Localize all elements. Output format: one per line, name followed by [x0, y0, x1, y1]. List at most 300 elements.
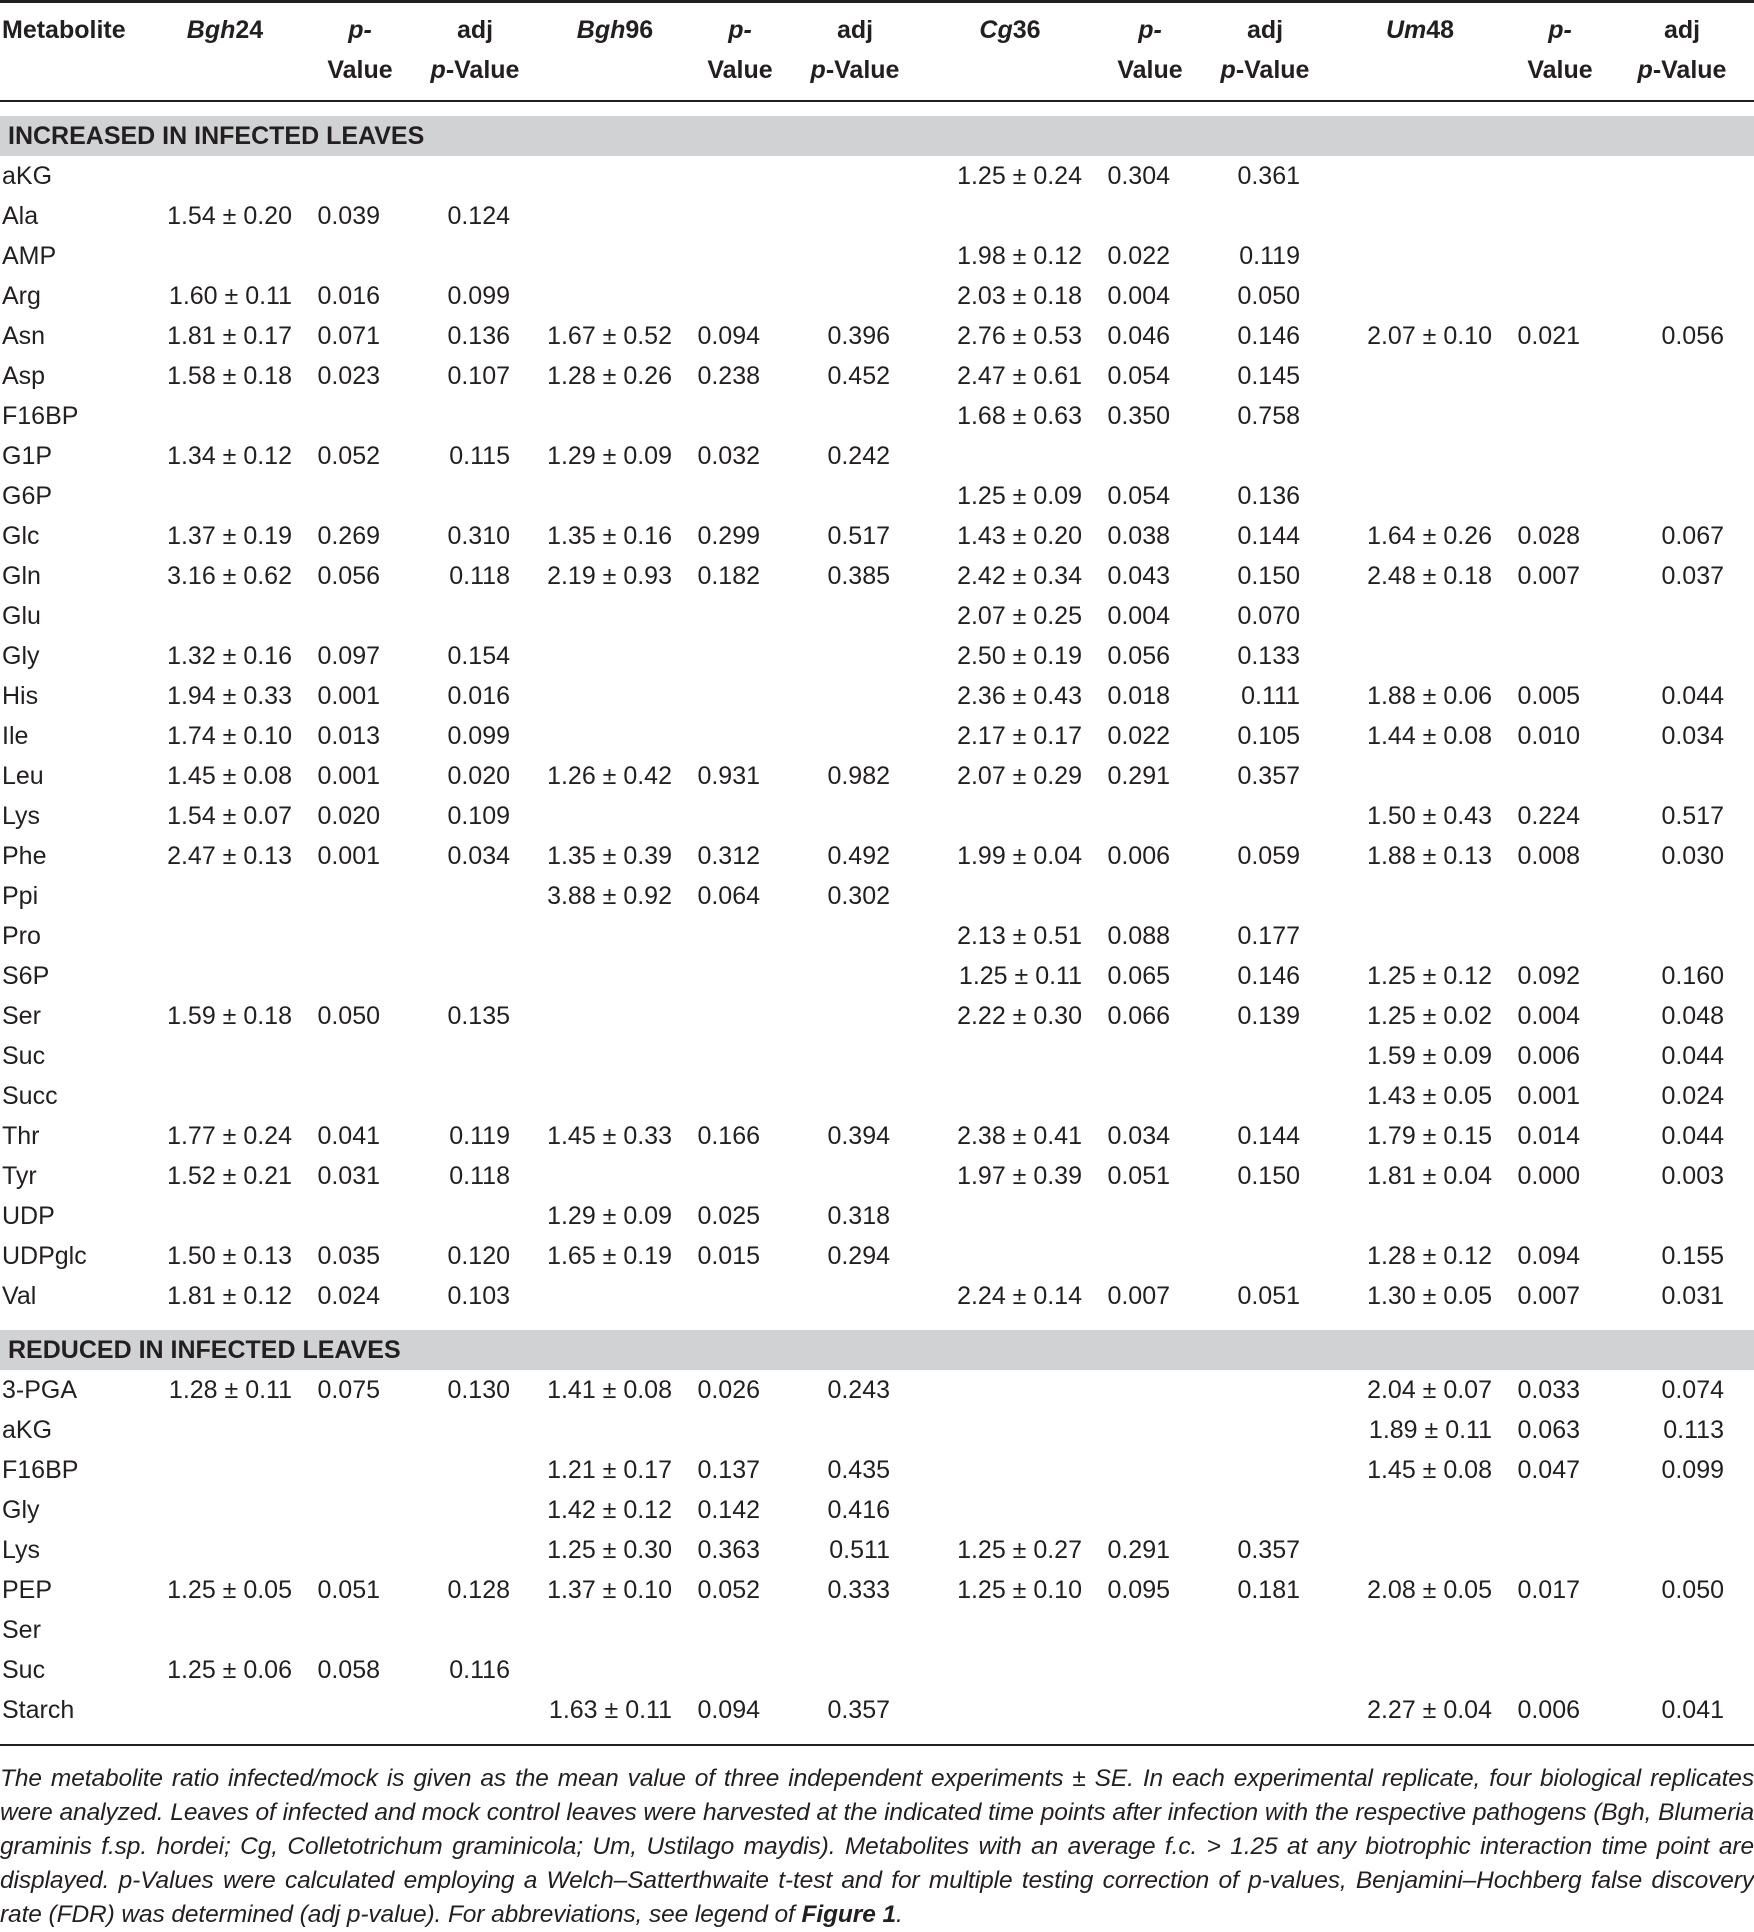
table-row	[0, 556, 1754, 596]
value-cell: 2.07 ± 0.25	[957, 602, 1082, 630]
value-cell	[1610, 196, 1754, 236]
value-cell	[1610, 1610, 1754, 1650]
value-cell	[1610, 636, 1754, 676]
header-line-1	[540, 10, 690, 50]
value-cell: 0.075	[317, 1376, 380, 1404]
header-line-1	[1330, 10, 1510, 50]
value-cell: 1.37 ± 0.19	[167, 522, 292, 550]
value-cell: 0.144	[1237, 1122, 1300, 1150]
value-cell	[690, 396, 790, 436]
value-cell: 1.54 ± 0.07	[167, 802, 292, 830]
metabolite-name-cell: Ser	[2, 1616, 41, 1644]
table-row	[0, 796, 1754, 836]
value-cell: 0.435	[827, 1456, 890, 1484]
table-bottom-rule	[0, 1730, 1754, 1745]
column-header	[1610, 0, 1754, 101]
value-cell	[540, 1036, 690, 1076]
metabolite-name-cell: F16BP	[2, 1456, 79, 1484]
table-row	[0, 1570, 1754, 1610]
value-cell	[410, 1036, 540, 1076]
value-cell: 1.34 ± 0.12	[167, 442, 292, 470]
column-header	[0, 0, 140, 101]
value-cell	[690, 916, 790, 956]
value-cell	[140, 1490, 310, 1530]
value-cell: 0.058	[317, 1656, 380, 1684]
value-cell: 0.018	[1107, 682, 1170, 710]
value-cell: 0.982	[827, 762, 890, 790]
value-cell	[690, 676, 790, 716]
metabolite-name-cell: Phe	[2, 842, 47, 870]
table-row	[0, 516, 1754, 556]
value-cell: 0.452	[827, 362, 890, 390]
value-cell	[410, 1410, 540, 1450]
table-row	[0, 236, 1754, 276]
value-cell	[1200, 876, 1330, 916]
caption-figure-ref[interactable]: Figure 1	[801, 1901, 896, 1928]
value-cell	[690, 596, 790, 636]
value-cell	[540, 196, 690, 236]
value-cell: 0.318	[827, 1202, 890, 1230]
value-cell: 0.350	[1107, 402, 1170, 430]
value-cell	[690, 716, 790, 756]
value-cell: 1.25 ± 0.12	[1367, 962, 1492, 990]
value-cell	[1610, 396, 1754, 436]
table-row	[0, 1530, 1754, 1570]
value-cell: 0.044	[1661, 682, 1724, 710]
value-cell: 1.52 ± 0.21	[167, 1162, 292, 1190]
value-cell: 0.046	[1107, 322, 1170, 350]
value-cell	[310, 236, 410, 276]
value-cell: 0.024	[317, 1282, 380, 1310]
value-cell: 0.492	[827, 842, 890, 870]
value-cell	[1510, 476, 1610, 516]
value-cell	[1330, 1650, 1510, 1690]
value-cell	[1200, 196, 1330, 236]
table-row	[0, 596, 1754, 636]
value-cell	[1200, 1370, 1330, 1410]
value-cell: 0.050	[1661, 1576, 1724, 1604]
value-cell	[310, 916, 410, 956]
column-header	[1200, 0, 1330, 101]
value-cell: 0.021	[1517, 322, 1580, 350]
value-cell: 1.25 ± 0.30	[547, 1536, 672, 1564]
value-cell	[410, 916, 540, 956]
value-cell: 0.044	[1661, 1122, 1724, 1150]
header-line-2	[1610, 50, 1754, 90]
value-cell	[540, 1410, 690, 1450]
value-cell	[310, 1490, 410, 1530]
table-row	[0, 676, 1754, 716]
value-cell: 0.394	[827, 1122, 890, 1150]
value-cell: 0.007	[1107, 1282, 1170, 1310]
value-cell	[920, 1490, 1100, 1530]
value-cell	[140, 1690, 310, 1730]
value-cell: 1.50 ± 0.13	[167, 1242, 292, 1270]
value-cell: 0.056	[1107, 642, 1170, 670]
header-pre: adj	[836, 16, 874, 44]
value-cell: 0.124	[447, 202, 510, 230]
value-cell	[540, 156, 690, 196]
value-cell: 1.88 ± 0.06	[1367, 682, 1492, 710]
value-cell	[1610, 596, 1754, 636]
value-cell: 1.79 ± 0.15	[1367, 1122, 1492, 1150]
value-cell: 2.07 ± 0.29	[957, 762, 1082, 790]
value-cell	[790, 796, 920, 836]
value-cell: 0.310	[447, 522, 510, 550]
table-row	[0, 1076, 1754, 1116]
table-row	[0, 996, 1754, 1036]
value-cell: 0.004	[1107, 282, 1170, 310]
value-cell: 0.113	[1663, 1416, 1724, 1444]
value-cell: 0.050	[317, 1002, 380, 1030]
value-cell	[310, 1196, 410, 1236]
value-cell: 2.38 ± 0.41	[957, 1122, 1082, 1150]
metabolite-name-cell: PEP	[2, 1576, 53, 1604]
value-cell	[1330, 236, 1510, 276]
value-cell	[140, 476, 310, 516]
value-cell: 1.63 ± 0.11	[548, 1696, 672, 1724]
value-cell: 0.065	[1107, 962, 1170, 990]
value-cell	[540, 996, 690, 1036]
value-cell	[1610, 876, 1754, 916]
value-cell: 1.88 ± 0.13	[1367, 842, 1492, 870]
metabolite-name-cell: Pro	[2, 922, 41, 950]
value-cell	[690, 1076, 790, 1116]
value-cell	[1330, 396, 1510, 436]
value-cell: 0.385	[827, 562, 890, 590]
value-cell	[1510, 436, 1610, 476]
value-cell	[310, 876, 410, 916]
header-pre: adj	[456, 16, 494, 44]
value-cell	[920, 1196, 1100, 1236]
value-cell: 0.063	[1517, 1416, 1580, 1444]
value-cell	[1510, 396, 1610, 436]
value-cell	[1510, 356, 1610, 396]
table-bottom-rule-cell	[0, 1730, 1754, 1745]
value-cell: 0.043	[1107, 562, 1170, 590]
value-cell	[790, 1610, 920, 1650]
header-post: 48	[1426, 16, 1455, 44]
value-cell	[1610, 916, 1754, 956]
table-header-row	[0, 0, 1754, 101]
value-cell: 0.416	[827, 1496, 890, 1524]
table-row	[0, 1370, 1754, 1410]
value-cell	[790, 1276, 920, 1316]
value-cell	[790, 596, 920, 636]
value-cell	[540, 1610, 690, 1650]
value-cell	[140, 1530, 310, 1570]
value-cell: 0.243	[827, 1376, 890, 1404]
value-cell: 0.105	[1237, 722, 1300, 750]
value-cell: 0.054	[1107, 362, 1170, 390]
value-cell	[1330, 1610, 1510, 1650]
header-line-2-empty	[140, 50, 310, 90]
value-cell	[1200, 1236, 1330, 1276]
metabolite-name-cell: Ppi	[2, 882, 39, 910]
value-cell	[690, 796, 790, 836]
value-cell: 0.155	[1661, 1242, 1724, 1270]
value-cell: 0.097	[317, 642, 380, 670]
value-cell: 0.269	[317, 522, 380, 550]
value-cell: 0.016	[447, 682, 510, 710]
value-cell: 0.109	[447, 802, 510, 830]
value-cell	[920, 1370, 1100, 1410]
value-cell	[1330, 636, 1510, 676]
value-cell: 1.25 ± 0.02	[1367, 1002, 1492, 1030]
column-header	[310, 0, 410, 101]
value-cell	[920, 1410, 1100, 1450]
value-cell	[540, 1156, 690, 1196]
value-cell: 0.030	[1661, 842, 1724, 870]
table-row	[0, 1156, 1754, 1196]
value-cell	[1510, 236, 1610, 276]
value-cell: 0.001	[317, 762, 380, 790]
value-cell	[1510, 156, 1610, 196]
value-cell: 0.074	[1661, 1376, 1724, 1404]
value-cell	[140, 156, 310, 196]
value-cell: 0.006	[1517, 1042, 1580, 1070]
value-cell	[790, 1650, 920, 1690]
metabolite-name-cell: F16BP	[2, 402, 79, 430]
value-cell	[690, 996, 790, 1036]
value-cell	[1610, 1650, 1754, 1690]
value-cell	[790, 636, 920, 676]
value-cell: 0.051	[1107, 1162, 1170, 1190]
value-cell	[690, 1650, 790, 1690]
header-second-italic: p	[1220, 56, 1236, 84]
value-cell	[920, 1450, 1100, 1490]
metabolite-name-cell: Thr	[2, 1122, 40, 1150]
value-cell	[1100, 1490, 1200, 1530]
section-spacer	[0, 101, 1754, 116]
value-cell	[1330, 356, 1510, 396]
value-cell: 1.25 ± 0.27	[957, 1536, 1082, 1564]
value-cell	[140, 1410, 310, 1450]
value-cell: 0.031	[1661, 1282, 1724, 1310]
value-cell: 2.42 ± 0.34	[957, 562, 1082, 590]
column-header	[1330, 0, 1510, 101]
value-cell	[1100, 1650, 1200, 1690]
value-cell	[1100, 1370, 1200, 1410]
header-italic: Cg	[979, 16, 1013, 44]
header-second: Value	[1527, 56, 1593, 84]
value-cell: 2.36 ± 0.43	[957, 682, 1082, 710]
value-cell: 0.007	[1517, 1282, 1580, 1310]
header-line-2	[1510, 50, 1610, 90]
value-cell: 0.066	[1107, 1002, 1170, 1030]
value-cell: 1.94 ± 0.33	[167, 682, 292, 710]
header-italic: Bgh	[186, 16, 236, 44]
value-cell	[920, 796, 1100, 836]
value-cell	[1100, 1690, 1200, 1730]
metabolite-name-cell: G1P	[2, 442, 53, 470]
header-italic: p-	[728, 16, 752, 44]
value-cell: 2.47 ± 0.61	[957, 362, 1082, 390]
table-row	[0, 1116, 1754, 1156]
value-cell	[140, 1076, 310, 1116]
value-cell: 1.28 ± 0.11	[168, 1376, 292, 1404]
value-cell: 1.35 ± 0.39	[547, 842, 672, 870]
value-cell: 0.044	[1661, 1042, 1724, 1070]
value-cell: 1.28 ± 0.12	[1367, 1242, 1492, 1270]
value-cell	[410, 1450, 540, 1490]
value-cell: 0.177	[1237, 922, 1300, 950]
value-cell	[1510, 196, 1610, 236]
table-row	[0, 1196, 1754, 1236]
value-cell: 0.000	[1517, 1162, 1580, 1190]
value-cell	[410, 876, 540, 916]
value-cell	[1200, 1036, 1330, 1076]
metabolite-name-cell: Asp	[2, 362, 46, 390]
header-pre: adj	[1246, 16, 1284, 44]
value-cell	[1330, 476, 1510, 516]
value-cell: 2.19 ± 0.93	[547, 562, 672, 590]
header-italic: p-	[348, 16, 372, 44]
value-cell: 2.76 ± 0.53	[957, 322, 1082, 350]
header-line-1	[1200, 10, 1330, 50]
value-cell	[1200, 796, 1330, 836]
value-cell: 0.070	[1237, 602, 1300, 630]
value-cell	[790, 676, 920, 716]
value-cell: 0.056	[317, 562, 380, 590]
value-cell: 1.25 ± 0.10	[957, 1576, 1082, 1604]
value-cell	[1100, 1076, 1200, 1116]
value-cell: 2.22 ± 0.30	[957, 1002, 1082, 1030]
header-post: 24	[235, 16, 264, 44]
value-cell	[540, 476, 690, 516]
value-cell	[1510, 596, 1610, 636]
metabolite-name-cell: aKG	[2, 1416, 53, 1444]
metabolite-name-cell: UDPglc	[2, 1242, 87, 1270]
metabolite-name-cell: S6P	[2, 962, 50, 990]
header-line-1	[140, 10, 310, 50]
value-cell: 0.139	[1237, 1002, 1300, 1030]
value-cell	[1510, 1650, 1610, 1690]
value-cell	[920, 436, 1100, 476]
value-cell: 0.005	[1517, 682, 1580, 710]
value-cell	[310, 1036, 410, 1076]
metabolite-name-cell: Gln	[2, 562, 41, 590]
value-cell	[1100, 1410, 1200, 1450]
value-cell	[1510, 1490, 1610, 1530]
value-cell	[920, 1076, 1100, 1116]
value-cell	[140, 1196, 310, 1236]
column-header	[140, 0, 310, 101]
value-cell: 1.98 ± 0.12	[957, 242, 1082, 270]
value-cell	[920, 196, 1100, 236]
value-cell	[410, 1076, 540, 1116]
table-row	[0, 476, 1754, 516]
value-cell: 0.118	[449, 562, 510, 590]
value-cell: 1.97 ± 0.39	[957, 1162, 1082, 1190]
header-line-2	[1100, 50, 1200, 90]
value-cell: 0.024	[1661, 1082, 1724, 1110]
value-cell	[920, 1690, 1100, 1730]
value-cell: 0.099	[447, 282, 510, 310]
value-cell	[790, 1410, 920, 1450]
table-row	[0, 876, 1754, 916]
value-cell: 0.041	[1661, 1696, 1724, 1724]
value-cell: 0.758	[1237, 402, 1300, 430]
value-cell: 0.119	[449, 1122, 510, 1150]
value-cell	[540, 1076, 690, 1116]
value-cell	[1330, 436, 1510, 476]
value-cell: 0.025	[697, 1202, 760, 1230]
table-row	[0, 156, 1754, 196]
value-cell	[1100, 1036, 1200, 1076]
value-cell	[790, 1076, 920, 1116]
value-cell: 2.50 ± 0.19	[957, 642, 1082, 670]
value-cell: 1.29 ± 0.09	[547, 442, 672, 470]
value-cell	[410, 1690, 540, 1730]
value-cell: 1.59 ± 0.09	[1367, 1042, 1492, 1070]
value-cell: 1.65 ± 0.19	[547, 1242, 672, 1270]
value-cell: 0.020	[447, 762, 510, 790]
header-line-1	[790, 10, 920, 50]
value-cell: 1.41 ± 0.08	[547, 1376, 672, 1404]
header-line-1	[310, 10, 410, 50]
section-spacer	[0, 1316, 1754, 1330]
value-cell: 2.03 ± 0.18	[957, 282, 1082, 310]
header-line-2	[1200, 50, 1330, 90]
value-cell	[690, 956, 790, 996]
value-cell: 1.45 ± 0.08	[1367, 1456, 1492, 1484]
value-cell	[140, 1036, 310, 1076]
value-cell	[1100, 196, 1200, 236]
header-second: -Value	[825, 56, 900, 84]
value-cell: 0.003	[1661, 1162, 1724, 1190]
value-cell: 1.60 ± 0.11	[168, 282, 292, 310]
value-cell	[1330, 1196, 1510, 1236]
value-cell: 1.29 ± 0.09	[547, 1202, 672, 1230]
value-cell: 0.115	[449, 442, 510, 470]
value-cell: 0.004	[1107, 602, 1170, 630]
section-header-row	[0, 116, 1754, 156]
value-cell: 0.146	[1237, 322, 1300, 350]
value-cell	[1330, 1490, 1510, 1530]
value-cell	[1200, 1690, 1330, 1730]
metabolite-name-cell: Gly	[2, 1496, 40, 1524]
value-cell: 0.041	[317, 1122, 380, 1150]
table-body	[0, 101, 1754, 1745]
value-cell: 0.052	[317, 442, 380, 470]
header-second: -Value	[1235, 56, 1310, 84]
value-cell	[1510, 276, 1610, 316]
value-cell	[140, 596, 310, 636]
value-cell: 0.363	[697, 1536, 760, 1564]
value-cell	[790, 1036, 920, 1076]
value-cell	[540, 716, 690, 756]
value-cell: 1.25 ± 0.05	[167, 1576, 292, 1604]
value-cell	[690, 636, 790, 676]
value-cell: 2.48 ± 0.18	[1367, 562, 1492, 590]
value-cell: 1.25 ± 0.06	[167, 1656, 292, 1684]
value-cell	[410, 1610, 540, 1650]
value-cell	[1330, 156, 1510, 196]
column-header	[410, 0, 540, 101]
table-row	[0, 756, 1754, 796]
value-cell	[1100, 1196, 1200, 1236]
table-row	[0, 196, 1754, 236]
table-row	[0, 1490, 1754, 1530]
table-row	[0, 836, 1754, 876]
column-header	[690, 0, 790, 101]
header-second: Value	[1117, 56, 1183, 84]
value-cell: 0.357	[827, 1696, 890, 1724]
value-cell: 0.067	[1661, 522, 1724, 550]
value-cell: 0.038	[1107, 522, 1170, 550]
value-cell	[1330, 756, 1510, 796]
